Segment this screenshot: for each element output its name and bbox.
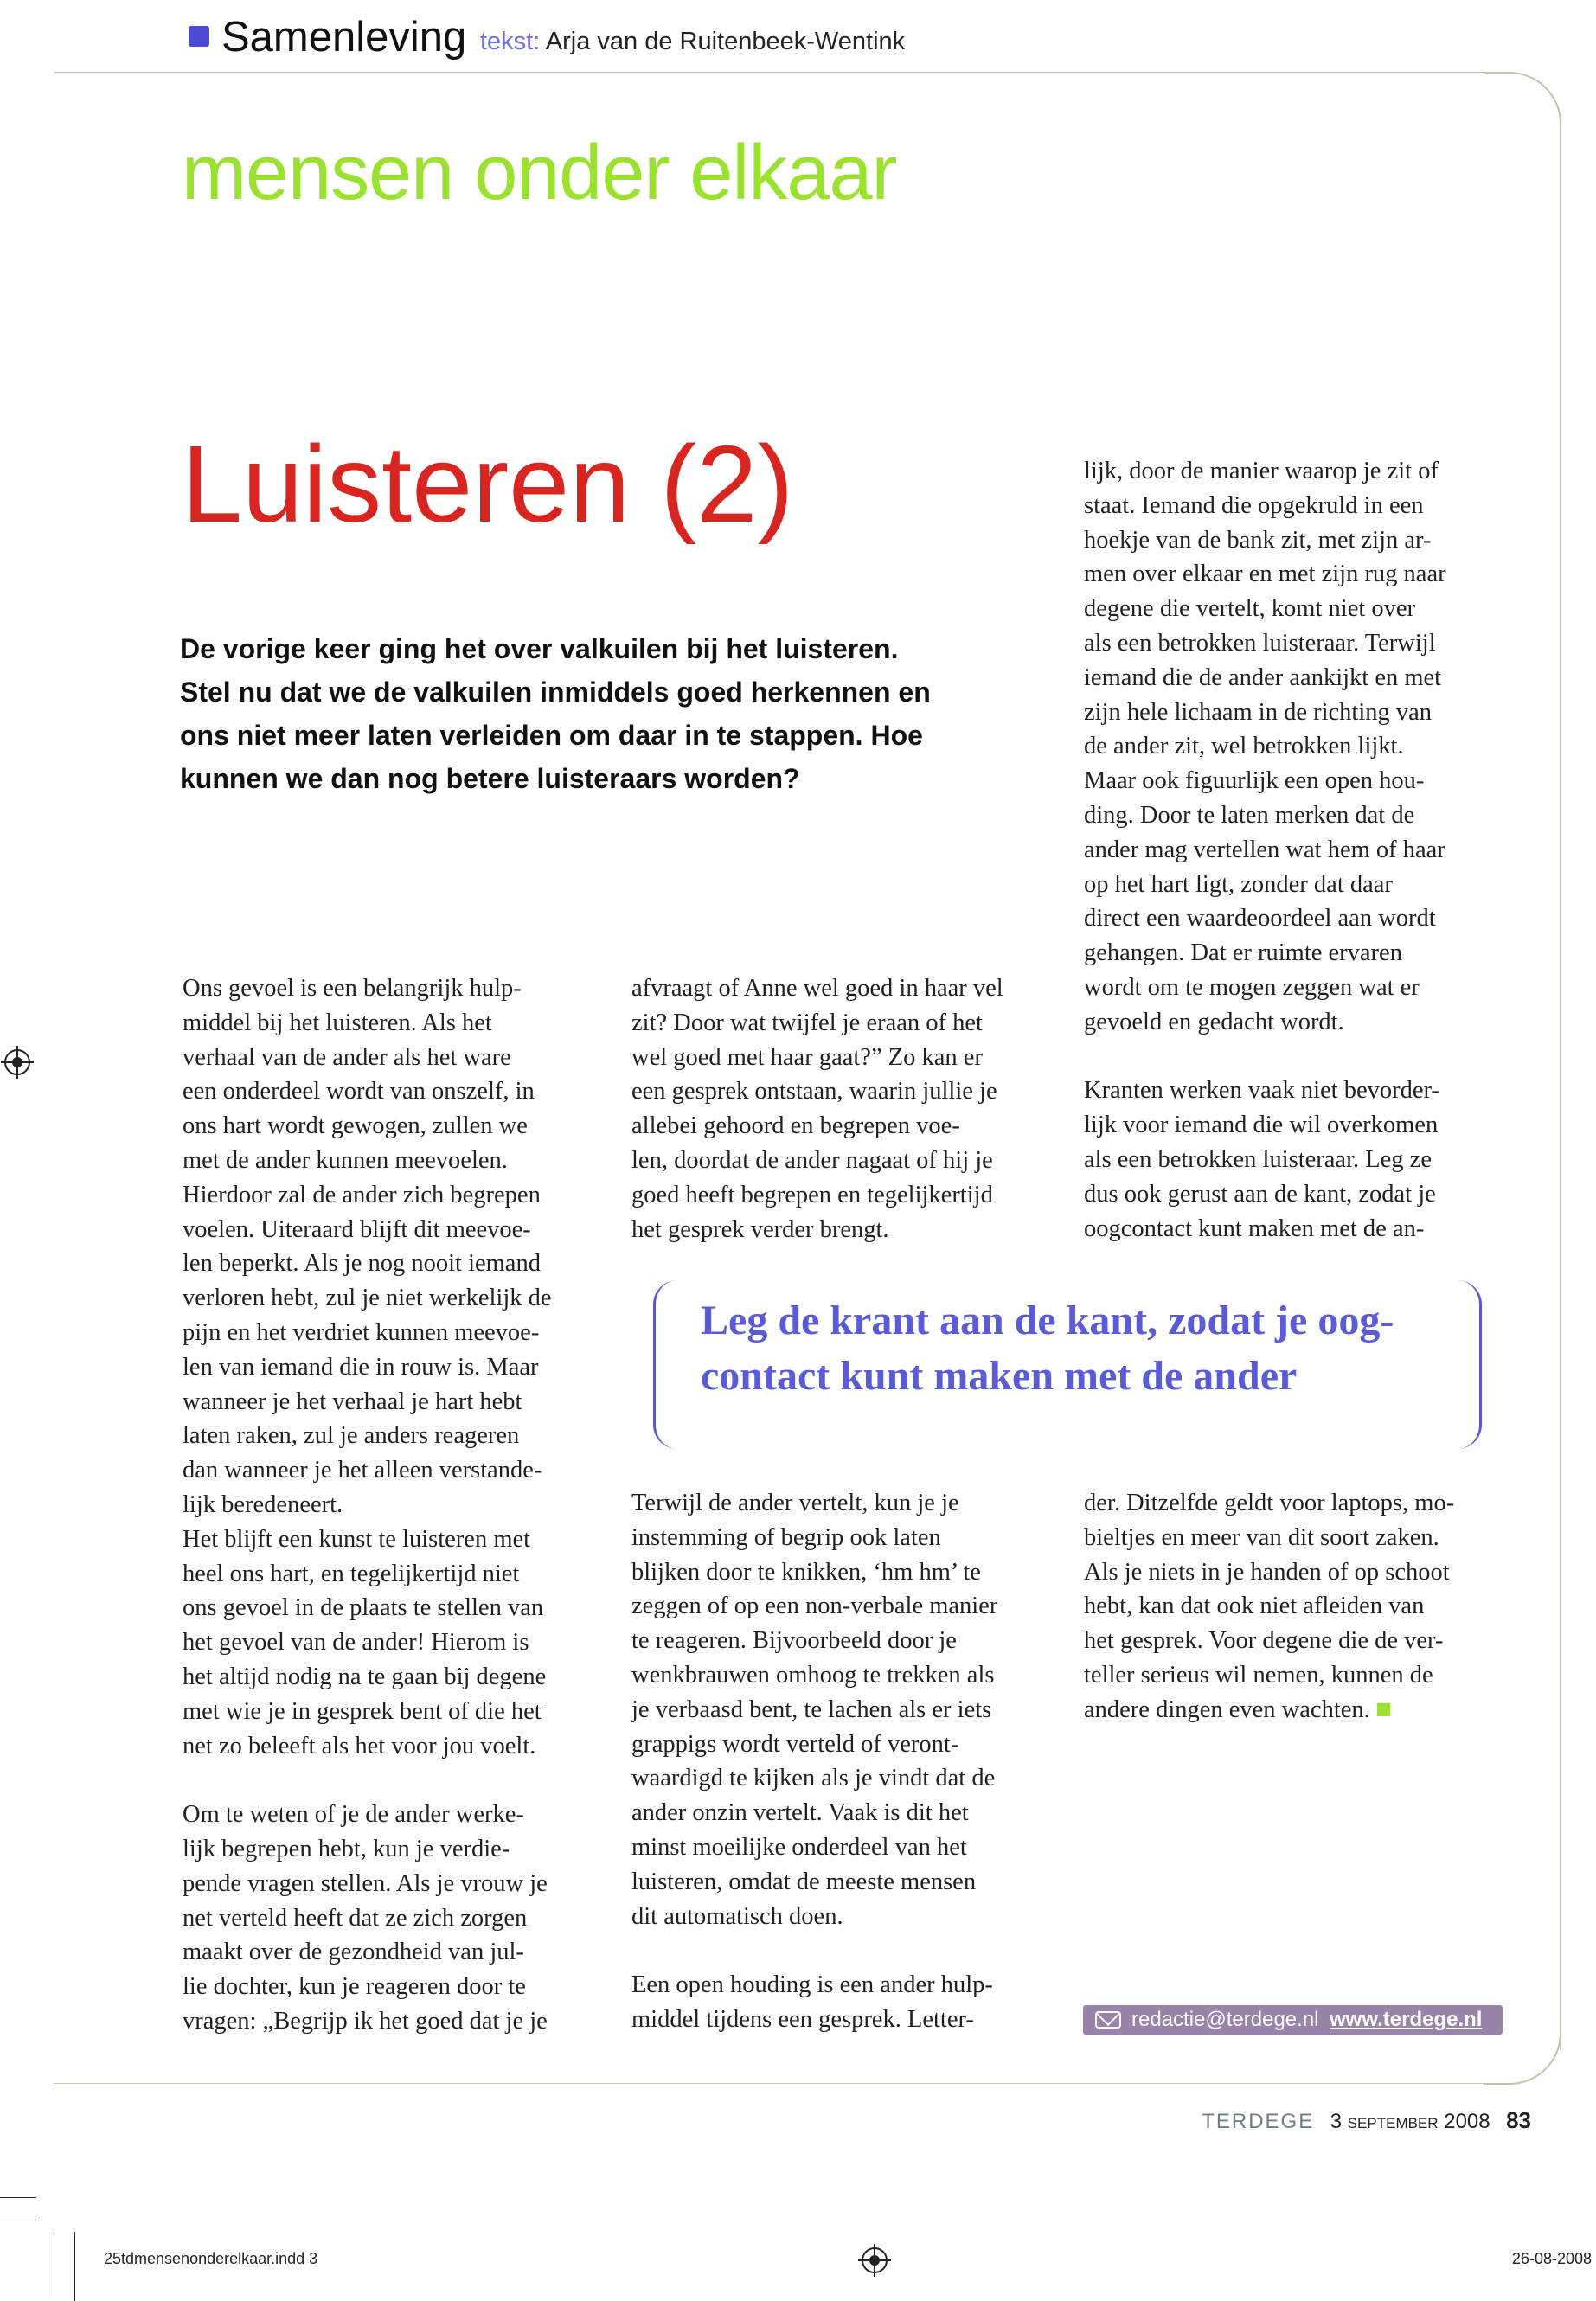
- section-marker-icon: [189, 26, 209, 47]
- slug-filename: 25tdmensenonderelkaar.indd 3: [104, 2250, 318, 2267]
- article-title: Luisteren (2): [182, 423, 794, 545]
- author-credit: [480, 24, 905, 59]
- folio: [1202, 2103, 1531, 2142]
- paragraph-text: der. Ditzelfde geldt voor laptops, mo- bieltjes en meer van dit soort zaken. Als je niets in je handen of op schoot hebt, kan dat ook niet afleiden van het gesprek. Voor degene die de ver- teller serieus wil nemen, kunnen de andere dingen even wachten.: [1084, 1490, 1455, 1723]
- frame-corner-top-right: [1484, 72, 1561, 150]
- body-column-1: [183, 971, 615, 2039]
- paragraph: Een open houding is een ander hulp- middel tijdens een gesprek. Letter-: [631, 1971, 993, 2033]
- article-intro: De vorige keer ging het over valkuilen bij het luisteren. Stel nu dat we de valkuilen inmiddels goed herkennen en ons niet meer laten verleiden om daar in te stappen. Hoe kunnen we dan nog betere luisteraars worden?: [180, 633, 931, 794]
- rubric-title: mensen onder elkaar: [182, 130, 897, 216]
- paragraph: Terwijl de ander vertelt, kun je je instemming of begrip ook laten blijken door te knikken, ‘hm hm’ te zeggen of op een non-verbale manier te reageren. Bijvoorbeeld door je wenkbrauwen omhoog te trekken als je verbaasd bent, te lachen als er iets grappigs wordt verteld of veront- waardigd te kijken als je vindt dat de ander onzin vertelt. Vaak is dit het minst moeilijke onderdeel van het luisteren, omdat de meeste mensen dit automatisch doen.: [631, 1490, 998, 1930]
- paragraph: afvraagt of Anne wel goed in haar vel zit? Door wat twijfel je eraan of het wel goed met haar gaat?” Zo kan er een gesprek ontstaan, waarin jullie je allebei gehoord en begrepen voe- len, doordat de ander nagaat of hij je goed heeft begrepen en tegelijkertijd het gesprek verder brengt.: [631, 975, 1003, 1243]
- body-column-3-top: [1084, 454, 1516, 1246]
- paragraph: Ons gevoel is een belangrijk hulp- middel bij het luisteren. Als het verhaal van de ander als het ware een onderdeel wordt van onszelf, in ons hart wordt gewogen, zullen we met de ander kunnen meevoelen. Hierdoor zal de ander zich begrepen voelen. Uiteraard blijft dit meevoe- len beperkt. Als je nog nooit iemand verloren hebt, zul je niet werkelijk de pijn en het verdriet kunnen meevoe- len van iemand die in rouw is. Maar wanneer je het verhaal je hart hebt laten raken, zul je anders reageren dan wanneer je het alleen verstande- lijk beredeneert.: [183, 975, 552, 1518]
- frame-top-rule: [54, 72, 1494, 73]
- credit-label: tekst:: [480, 28, 541, 55]
- page-number: 83: [1506, 2107, 1531, 2133]
- quote-right-bracket-icon: [1453, 1280, 1482, 1449]
- envelope-icon: [1095, 2011, 1121, 2029]
- frame-right-rule: [1560, 138, 1561, 2050]
- crop-mark: [0, 2197, 36, 2198]
- registration-mark-icon: [4, 1049, 30, 1075]
- issue-date: 3 september 2008: [1330, 2110, 1490, 2133]
- quote-left-bracket-icon: [653, 1280, 682, 1449]
- end-mark-icon: [1377, 1703, 1390, 1716]
- paragraph: lijk, door de manier waarop je zit of staat. Iemand die opgekruld in een hoekje van de bank zit, met zijn ar- men over elkaar en met zijn rug naar degene die vertelt, komt niet over als een betrokken luisteraar. Terwijl iemand die de ander aankijkt en met zijn hele lichaam in de richting van de ander zit, wel betrokken lijkt. Maar ook figuurlijk een open hou- ding. Door te laten merken dat de ander mag vertellen wat hem of haar op het hart ligt, zonder dat daar direct een waardeoordeel aan wordt gehangen. Dat er ruimte ervaren wordt om te mogen zeggen wat er gevoeld en gedacht wordt.: [1084, 458, 1446, 1035]
- body-column-3-bottom: [1084, 1486, 1516, 1727]
- author-name: Arja van de Ruitenbeek-Wentink: [545, 28, 906, 55]
- paragraph: Om te weten of je de ander werke- lijk begrepen hebt, kun je verdie- pende vragen stellen. Als je vrouw je net verteld heeft dat ze zich zorgen maakt over de gezondheid van jul- lie dochter, kun je reageren door te vragen: „Begrijp ik het goed dat je je: [183, 1801, 548, 2035]
- contact-email-link[interactable]: redactie@terdege.nl: [1131, 2008, 1319, 2031]
- slug-date: 26-08-2008: [1511, 2250, 1592, 2267]
- body-column-2-top: [631, 971, 1064, 1247]
- contact-bar: [1083, 2005, 1503, 2035]
- contact-website-link[interactable]: www.terdege.nl: [1330, 2008, 1483, 2031]
- body-column-2-bottom: [631, 1486, 1064, 2037]
- magazine-name: TERDEGE: [1202, 2110, 1315, 2133]
- registration-mark-icon: [862, 2247, 888, 2273]
- pull-quote: Leg de krant aan de kant, zodat je oog- contact kunt maken met de ander: [701, 1298, 1394, 1399]
- paragraph: Het blijft een kunst te luisteren met heel ons hart, en tegelijkertijd niet ons gevoel in de plaats te stellen van het gevoel van de ander! Hierom is het altijd nodig na te gaan bij degene met wie je in gesprek bent of die het net zo beleeft als het voor jou voelt.: [183, 1525, 547, 1759]
- paragraph: Kranten werken vaak niet bevorder- lijk voor iemand die wil overkomen als een betrokken luisteraar. Leg ze dus ook gerust aan de kant, zodat je oogcontact kunt maken met de an-: [1084, 1077, 1439, 1242]
- frame-bottom-rule: [54, 2083, 1494, 2084]
- crop-mark: [74, 2232, 75, 2301]
- paragraph-final: [1084, 1486, 1516, 1727]
- section-label: Samenleving: [221, 14, 467, 61]
